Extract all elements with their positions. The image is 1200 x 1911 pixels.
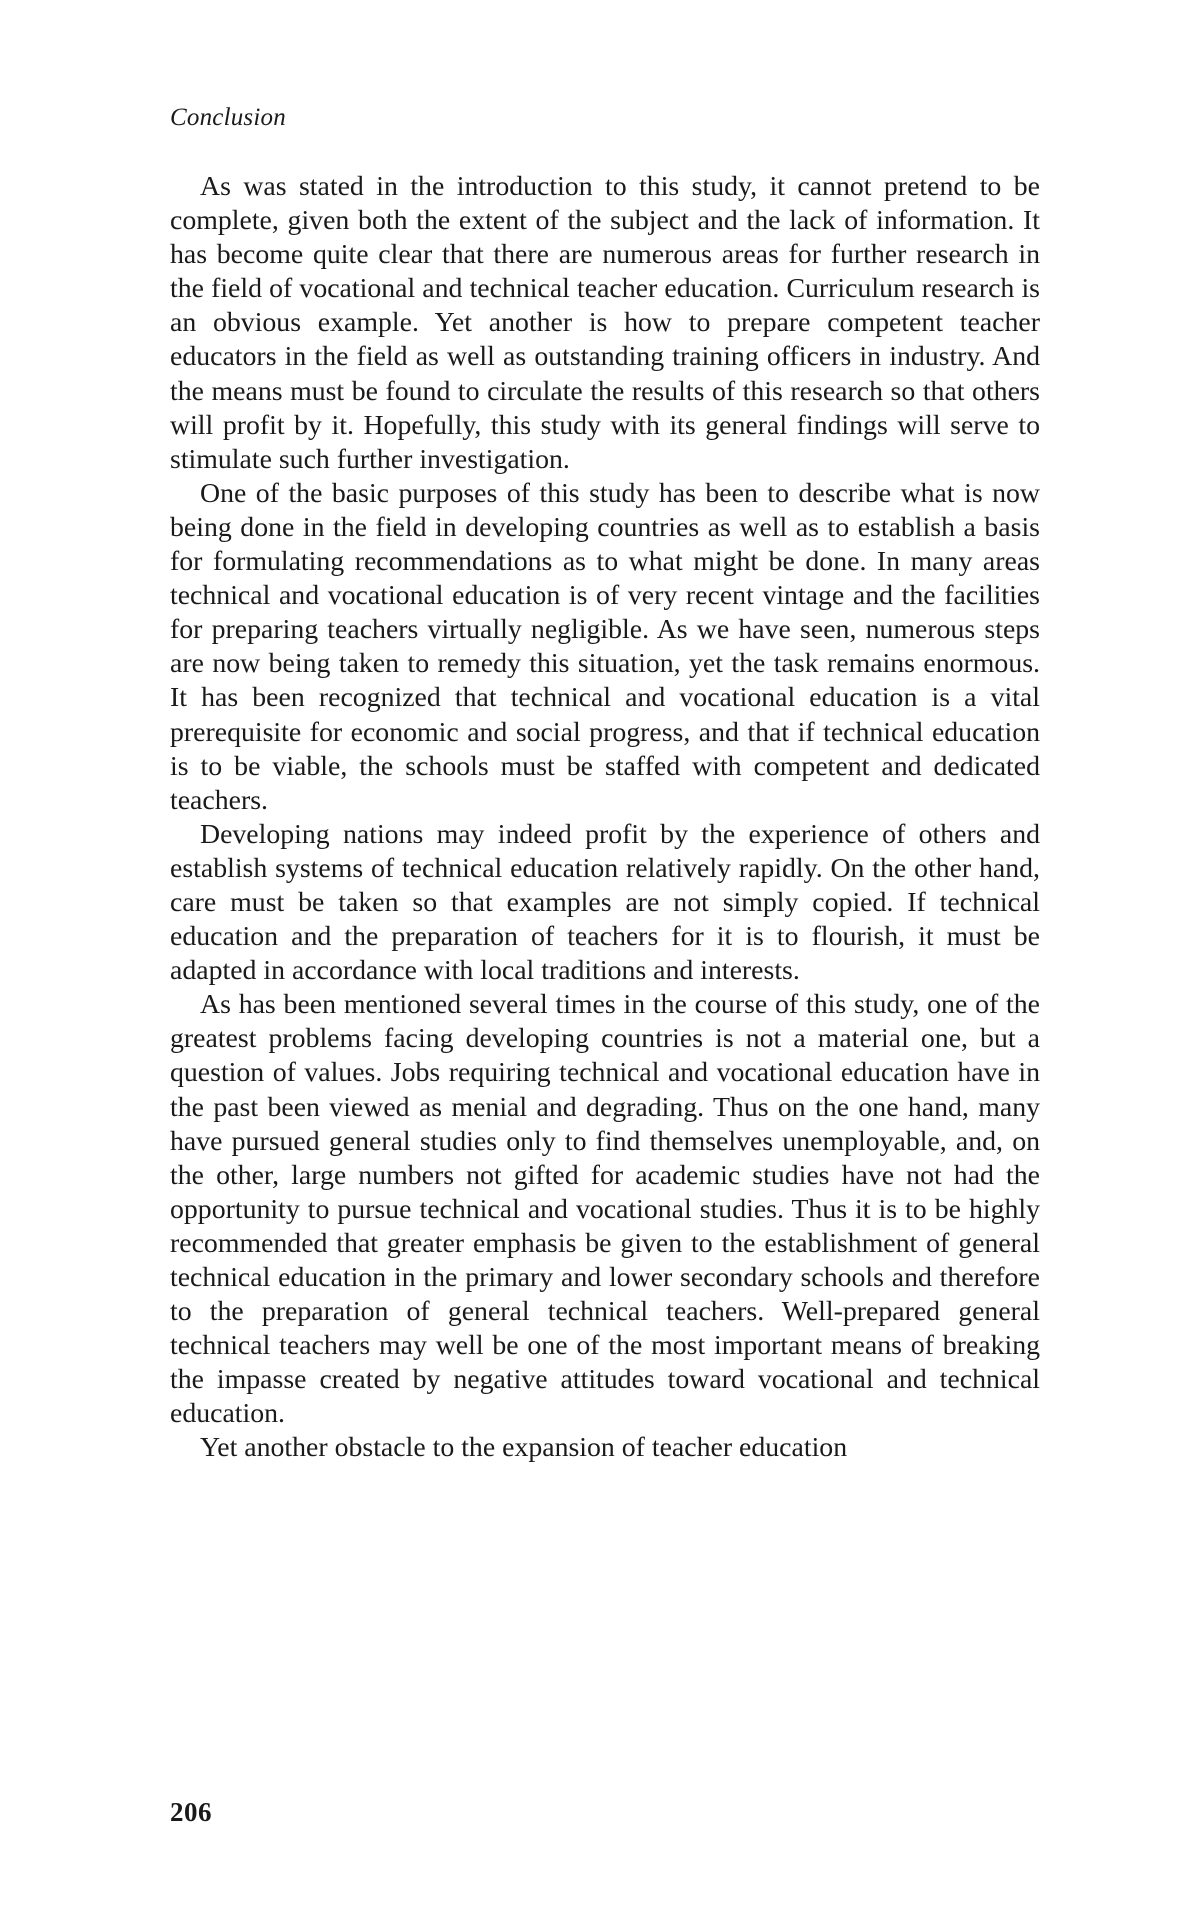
page-number: 206 — [170, 1797, 212, 1827]
paragraph-1: As was stated in the introduction to this study, it cannot pretend to be complete, given both the extent of the subject and the lack of information. It has become quite clear that there are numerous areas for further research in the field of vocational and technical teacher education. Curriculum research is an obvious example. Yet another is how to prepare competent teacher educators in the field as well as outstanding training officers in industry. And the means must be found to circulate the results of this research so that others will profit by it. Hopefully, this study with its general findings will serve to stimulate such further investigation. — [170, 171, 1040, 475]
running-head: Conclusion — [170, 104, 286, 131]
paragraph-4: As has been mentioned several times in the course of this study, one of the greatest problems facing developing countries is not a material one, but a question of values. Jobs requiring technical and vocational education have in the past been viewed as menial and degrading. Thus on the one hand, many have pursued general studies only to find themselves unemployable, and, on the other, large numbers not gifted for academic studies have not had the opportunity to pursue technical and vocational studies. Thus it is to be highly recommended that greater emphasis be given to the establishment of general technical education in the primary and lower secondary schools and therefore to the preparation of general technical teachers. Well-prepared general technical teachers may well be one of the most important means of breaking the impasse created by negative attitudes toward vocational and technical education. — [170, 989, 1040, 1430]
body-text — [170, 170, 1040, 1466]
paragraph-5: Yet another obstacle to the expansion of teacher education — [200, 1432, 848, 1464]
paragraph-3: Developing nations may indeed profit by the experience of others and establish systems of technical education relatively rapidly. On the other hand, care must be taken so that examples are not simply copied. If technical education and the preparation of teachers for it is to flourish, it must be adapted in accordance with local traditions and interests. — [170, 818, 1040, 987]
paragraph-2: One of the basic purposes of this study has been to describe what is now being done in the field in developing countries as well as to establish a basis for formulating recommendations as to what might be done. In many areas technical and vocational education is of very recent vintage and the facilities for preparing teachers virtually negligible. As we have seen, numerous steps are now being taken to remedy this situation, yet the task remains enormous. It has been recognized that technical and vocational education is a vital prerequisite for economic and social progress, and that if technical education is to be viable, the schools must be staffed with competent and dedicated teachers. — [170, 477, 1040, 816]
